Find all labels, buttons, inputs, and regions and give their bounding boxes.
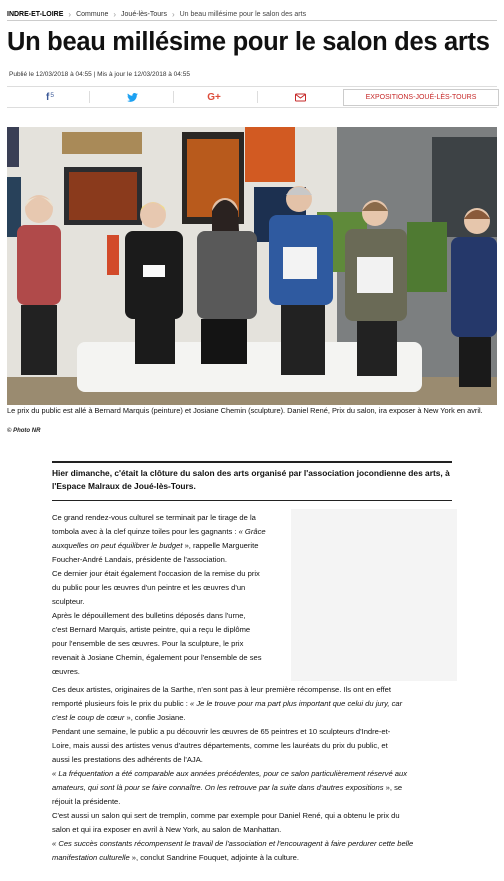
text-line: [52, 767, 462, 781]
facebook-share-count: 5: [50, 91, 54, 99]
divider: [89, 91, 90, 103]
text-span: tombola avec à la clef quinze toiles pour les gagnants :: [52, 527, 239, 536]
paragraph: [52, 511, 456, 679]
article-photo: [7, 127, 497, 405]
share-bar: [7, 86, 497, 108]
text-line: pour l'ensemble de ses œuvres. Pour la sculpture, le prix: [52, 639, 244, 648]
text-line: Loire, mais aussi des artistes venus d'autres départements, comme les lauréats du prix du public, et: [52, 741, 388, 750]
text-line: [52, 851, 462, 865]
text-span: », conclut Sandrine Fouquet, adjointe à la culture.: [129, 853, 299, 862]
photo-credit: © Photo NR: [7, 428, 41, 434]
quote: amateurs, qui sont là pour se faire connaître. On les retrouve par la suite dans d'autres expositions: [52, 783, 384, 792]
text-line: [52, 539, 456, 553]
quote: « La fréquentation a été comparable aux années précédentes, pour ce salon particulièrement réservé aux: [52, 769, 408, 778]
text-line: œuvres.: [52, 667, 80, 676]
google-plus-share-button[interactable]: [199, 87, 229, 107]
text-span: remporté plusieurs fois le prix du public :: [52, 699, 191, 708]
text-line: [52, 697, 462, 711]
text-line: Pendant une semaine, le public a pu découvrir les œuvres de 65 peintres et 10 sculpteurs d'Indre-et-: [52, 727, 391, 736]
tag-expositions-link[interactable]: EXPOSITIONS: [365, 94, 414, 101]
text-line: du public pour les œuvres d'un peintre et les œuvres d'un: [52, 583, 246, 592]
quote: manifestation culturelle: [52, 853, 130, 862]
text-line: sculpteur.: [52, 597, 85, 606]
breadcrumb-current: Un beau millésime pour le salon des arts: [179, 10, 307, 18]
divider: [52, 461, 452, 463]
tag-joue-les-tours-link[interactable]: JOUÉ-LÈS-TOURS: [415, 94, 477, 101]
text-line: [52, 525, 456, 539]
divider: [173, 91, 174, 103]
photo-caption: Le prix du public est allé à Bernard Marquis (peinture) et Josiane Chemin (sculpture). Daniel René, Prix du salon, ira exposer à New York en avril.: [7, 406, 483, 415]
breadcrumb: [7, 7, 311, 21]
facebook-icon: f: [46, 91, 50, 103]
text-line: aussi les prestations des adhérents de l'AJA.: [52, 755, 203, 764]
tag-separator: -: [413, 94, 416, 101]
text-line: c'est Bernard Marquis, artiste peintre, qui a reçu le diplôme: [52, 625, 251, 634]
divider: [52, 500, 452, 501]
quote: « Ces succès constants récompensent le travail de l'association et l'encouragent à faire perdurer cette belle: [52, 839, 414, 848]
article-lead: Hier dimanche, c'était la clôture du salon des arts organisé par l'association jocondienne des arts, à l'Espace Malraux de Joué-lès-Tours.: [52, 468, 450, 491]
text-line: Ce grand rendez-vous culturel se terminait par le tirage de la: [52, 513, 256, 522]
quote: auxquelles on peut équilibrer le budget: [52, 541, 183, 550]
text-line: [52, 711, 462, 725]
award-ceremony-photo: [7, 127, 497, 405]
text-line: C'est aussi un salon qui sert de tremplin, comme par exemple pour Daniel René, qui a obtenu le prix du: [52, 811, 400, 820]
text-line: Ce dernier jour était également l'occasion de la remise du prix: [52, 569, 260, 578]
mail-icon: [295, 93, 306, 102]
text-span: », se: [383, 783, 403, 792]
email-share-button[interactable]: [285, 87, 315, 107]
text-line: revenait à Josiane Chemin, également pour l'ensemble de ses: [52, 653, 262, 662]
text-line: Ces deux artistes, originaires de la Sarthe, n'en sont pas à leur première récompense. Ils ont en effet: [52, 685, 391, 694]
twitter-share-button[interactable]: [117, 87, 147, 107]
text-line: Après le dépouillement des bulletins déposés dans l'urne,: [52, 611, 246, 620]
divider: [7, 20, 497, 21]
article-title: Un beau millésime pour le salon des arts: [7, 28, 490, 56]
publication-dates: Publié le 12/03/2018 à 04:55 | Mis à jour le 12/03/2018 à 04:55: [9, 71, 190, 78]
paragraph: [52, 683, 462, 865]
quote: c'est le coup de cœur: [52, 713, 125, 722]
breadcrumb-commune-link[interactable]: Commune: [76, 10, 109, 18]
twitter-icon: [127, 93, 138, 102]
text-line: Foucher-André Landais, présidente de l'association.: [52, 555, 227, 564]
facebook-share-button[interactable]: [35, 87, 65, 107]
breadcrumb-separator: ›: [171, 9, 175, 19]
tags-box: [343, 89, 499, 106]
text-line: réjouit la présidente.: [52, 797, 121, 806]
quote: « Je le trouve pour ma part plus important que celui du jury, car: [190, 699, 403, 708]
breadcrumb-separator: ›: [113, 9, 117, 19]
google-plus-icon: G+: [207, 91, 221, 103]
text-line: salon et qui ira exposer en avril à New York, au salon de Manhattan.: [52, 825, 282, 834]
breadcrumb-city-link[interactable]: Joué-lès-Tours: [121, 10, 167, 18]
breadcrumb-separator: ›: [68, 9, 72, 19]
breadcrumb-region-link[interactable]: INDRE-ET-LOIRE: [7, 10, 64, 18]
text-line: [52, 781, 462, 795]
text-span: », rappelle Marguerite: [182, 541, 259, 550]
quote: « Grâce: [238, 527, 266, 536]
text-line: [52, 837, 462, 851]
divider: [257, 91, 258, 103]
text-span: », confie Josiane.: [124, 713, 186, 722]
